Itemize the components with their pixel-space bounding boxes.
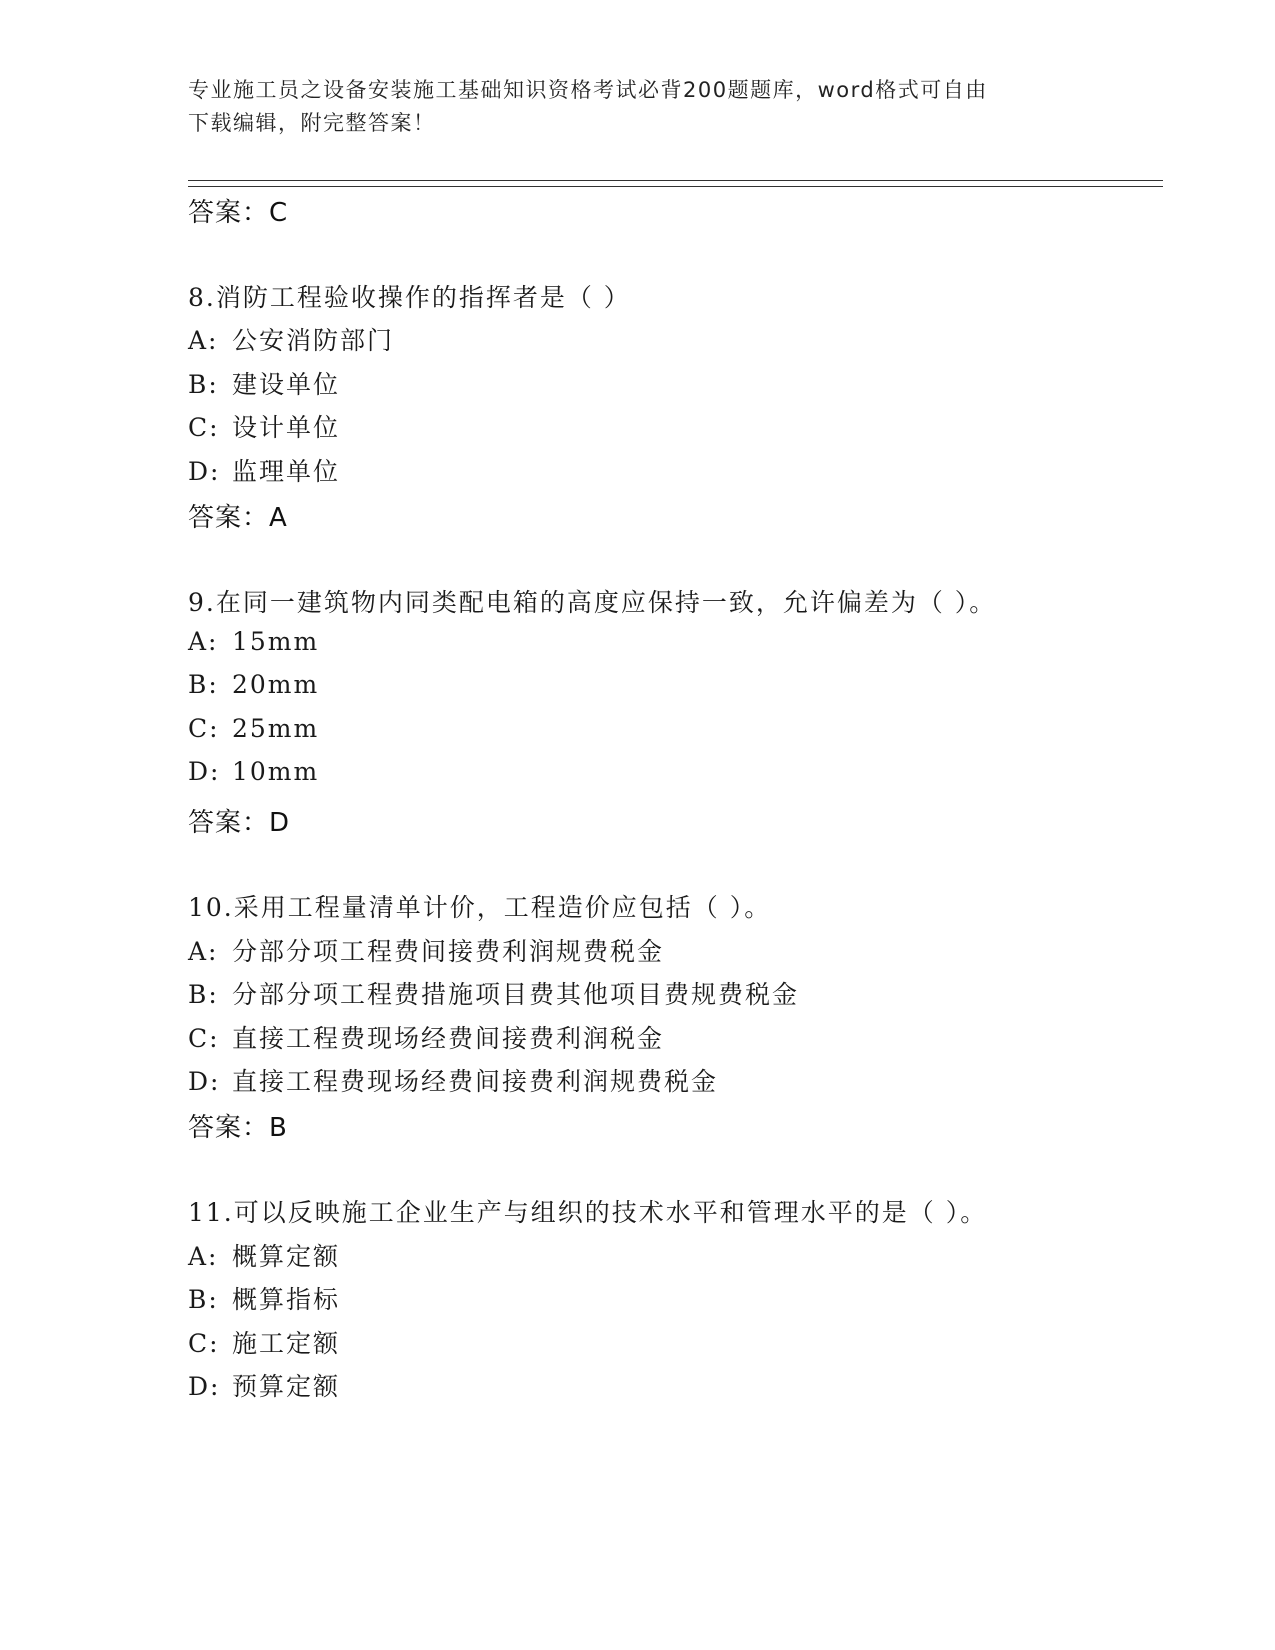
question-11-option-b — [188, 1280, 340, 1316]
option-text: 设计单位 — [232, 413, 341, 442]
answer-value: D — [269, 808, 291, 838]
question-11-option-a — [188, 1237, 340, 1273]
option-key: A: — [188, 937, 219, 966]
option-text: 分部分项工程费间接费利润规费税金 — [232, 937, 665, 966]
answer-line-10 — [188, 1107, 288, 1144]
option-key: D: — [188, 1067, 221, 1096]
header-divider-bottom — [188, 186, 1163, 187]
option-text: 监理单位 — [232, 457, 341, 486]
question-8-option-c — [188, 408, 340, 444]
option-key: C: — [188, 714, 220, 743]
option-text: 概算定额 — [232, 1242, 341, 1271]
option-key: B: — [188, 370, 219, 399]
option-text: 直接工程费现场经费间接费利润规费税金 — [232, 1067, 719, 1096]
option-key: D: — [188, 457, 221, 486]
header-divider-top — [188, 180, 1163, 181]
answer-label: 答案： — [188, 198, 270, 228]
header-line-2: 下载编辑，附完整答案！ — [188, 111, 436, 135]
option-text: 概算指标 — [232, 1285, 341, 1314]
question-10-option-d — [188, 1062, 718, 1098]
question-10-stem: 10.采用工程量清单计价，工程造价应包括（ ）。 — [188, 893, 772, 922]
answer-value: B — [269, 1113, 288, 1143]
option-text: 建设单位 — [232, 370, 341, 399]
question-8-option-b — [188, 365, 340, 401]
option-text: 公安消防部门 — [232, 326, 395, 355]
question-9-stem: 9.在同一建筑物内同类配电箱的高度应保持一致，允许偏差为（ ）。 — [188, 588, 997, 617]
question-9-option-a — [188, 627, 319, 656]
option-text: 预算定额 — [232, 1372, 341, 1401]
option-key: C: — [188, 1024, 220, 1053]
question-11-stem: 11.可以反映施工企业生产与组织的技术水平和管理水平的是（ ）。 — [188, 1198, 988, 1227]
answer-line-9 — [188, 802, 290, 839]
option-text: 15mm — [232, 627, 320, 656]
option-key: A: — [188, 627, 219, 656]
option-text: 施工定额 — [232, 1329, 341, 1358]
option-text: 20mm — [232, 670, 320, 699]
question-8-option-d — [188, 452, 340, 488]
option-key: B: — [188, 1285, 219, 1314]
option-text: 直接工程费现场经费间接费利润税金 — [232, 1024, 665, 1053]
question-8-option-a — [188, 321, 394, 357]
option-key: B: — [188, 980, 219, 1009]
answer-label: 答案： — [188, 1113, 270, 1143]
option-text: 分部分项工程费措施项目费其他项目费规费税金 — [232, 980, 800, 1009]
question-9-option-c — [188, 714, 319, 743]
option-key: D: — [188, 1372, 221, 1401]
question-9-option-d — [188, 757, 319, 786]
question-8-stem: 8.消防工程验收操作的指挥者是（ ） — [188, 283, 631, 312]
answer-line-8 — [188, 497, 288, 534]
answer-label: 答案： — [188, 808, 270, 838]
question-11-option-d — [188, 1367, 340, 1403]
option-text: 25mm — [232, 714, 320, 743]
answer-line-7 — [188, 192, 288, 229]
question-11-option-c — [188, 1324, 340, 1360]
answer-value: A — [269, 503, 288, 533]
header-line-1: 专业施工员之设备安装施工基础知识资格考试必背200题题库，word格式可自由 — [188, 78, 988, 102]
option-text: 10mm — [232, 757, 320, 786]
option-key: C: — [188, 413, 220, 442]
option-key: D: — [188, 757, 221, 786]
question-10-option-b — [188, 975, 799, 1011]
option-key: C: — [188, 1329, 220, 1358]
question-10-option-c — [188, 1019, 664, 1055]
document-header — [188, 74, 1068, 140]
option-key: A: — [188, 326, 219, 355]
answer-label: 答案： — [188, 503, 270, 533]
option-key: A: — [188, 1242, 219, 1271]
option-key: B: — [188, 670, 219, 699]
question-10-option-a — [188, 932, 664, 968]
answer-value: C — [269, 198, 289, 228]
question-9-option-b — [188, 670, 319, 699]
